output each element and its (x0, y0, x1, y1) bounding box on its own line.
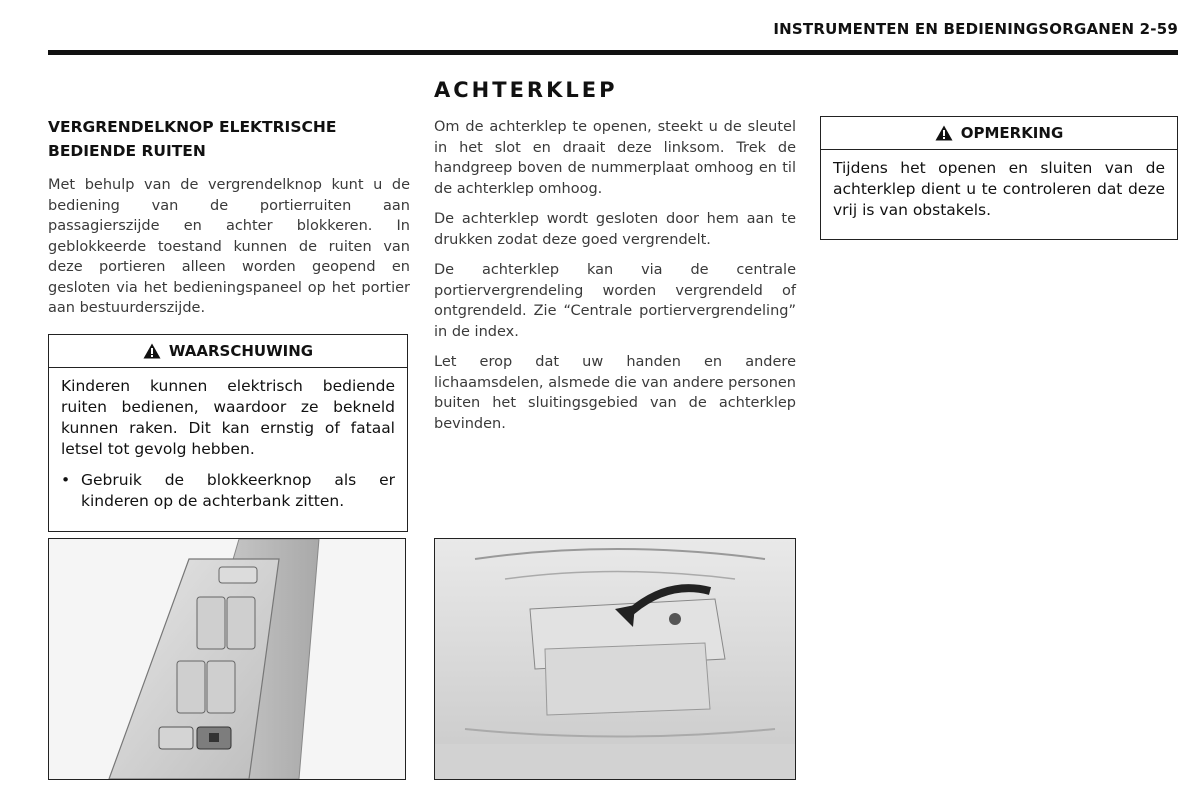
bullet-mark: • (61, 471, 71, 489)
tailgate-heading: ACHTERKLEP (434, 78, 618, 102)
warning-title: WAARSCHUWING (168, 342, 314, 360)
window-lock-paragraph: Met behulp van de vergrendelknop kunt u de bediening van de portierruiten aan passagierszijde en achter blokkeren. In geblokkeerde toestand kunnen de ruiten van deze portieren alleen worden geopend en gesloten via het bedieningspaneel op het portier aan bestuurderszijde. (48, 177, 410, 316)
warning-bullet-text: Gebruik de blokkeerknop als er kinderen op de achterbank zitten. (81, 471, 395, 510)
notice-title-bar (821, 117, 1177, 150)
tailgate-paragraphs (434, 117, 796, 444)
header-title: INSTRUMENTEN EN BEDIENINGSORGANEN 2-59 (773, 20, 1178, 38)
window-switch-drawing (49, 539, 405, 779)
warning-bullet (61, 470, 395, 512)
tailgate-paragraph: Let erop dat uw handen en andere lichaamsdelen, alsmede die van andere personen buiten het sluitingsgebied van de achterklep bevinden. (434, 354, 796, 432)
warning-body (49, 368, 407, 520)
warning-triangle-icon (935, 125, 953, 141)
notice-title: OPMERKING (960, 124, 1064, 142)
notice-box (820, 116, 1178, 240)
tailgate-paragraph: Om de achterklep te openen, steekt u de sleutel in het slot en draait deze linksom. Trek de handgreep boven de nummerplaat omhoog en til de achterklep omhoog. (434, 119, 796, 197)
window-lock-heading: VERGRENDELKNOP ELEKTRISCHE BEDIENDE RUITEN (48, 118, 337, 160)
tailgate-paragraph: De achterklep kan via de centrale portiervergrendeling worden vergrendeld of ontgrendeld. Zie “Centrale portiervergrendeling” in de index. (434, 262, 796, 340)
header-rule (48, 50, 1178, 55)
warning-box (48, 334, 408, 532)
tailgate-illustration (434, 538, 796, 780)
notice-body (821, 150, 1177, 229)
warning-title-bar (49, 335, 407, 368)
warning-triangle-icon (143, 343, 161, 359)
warning-text: Kinderen kunnen elektrisch bediende ruiten bedienen, waardoor ze bekneld kunnen raken. Dit kan ernstig of fataal letsel tot gevolg hebben. (61, 377, 395, 458)
tailgate-paragraph: De achterklep wordt gesloten door hem aan te drukken zodat deze goed vergrendelt. (434, 211, 796, 248)
notice-text: Tijdens het openen en sluiten van de achterklep dient u te controleren dat deze vrij is van obstakels. (833, 159, 1165, 219)
tailgate-drawing (435, 539, 795, 779)
window-switch-illustration (48, 538, 406, 780)
